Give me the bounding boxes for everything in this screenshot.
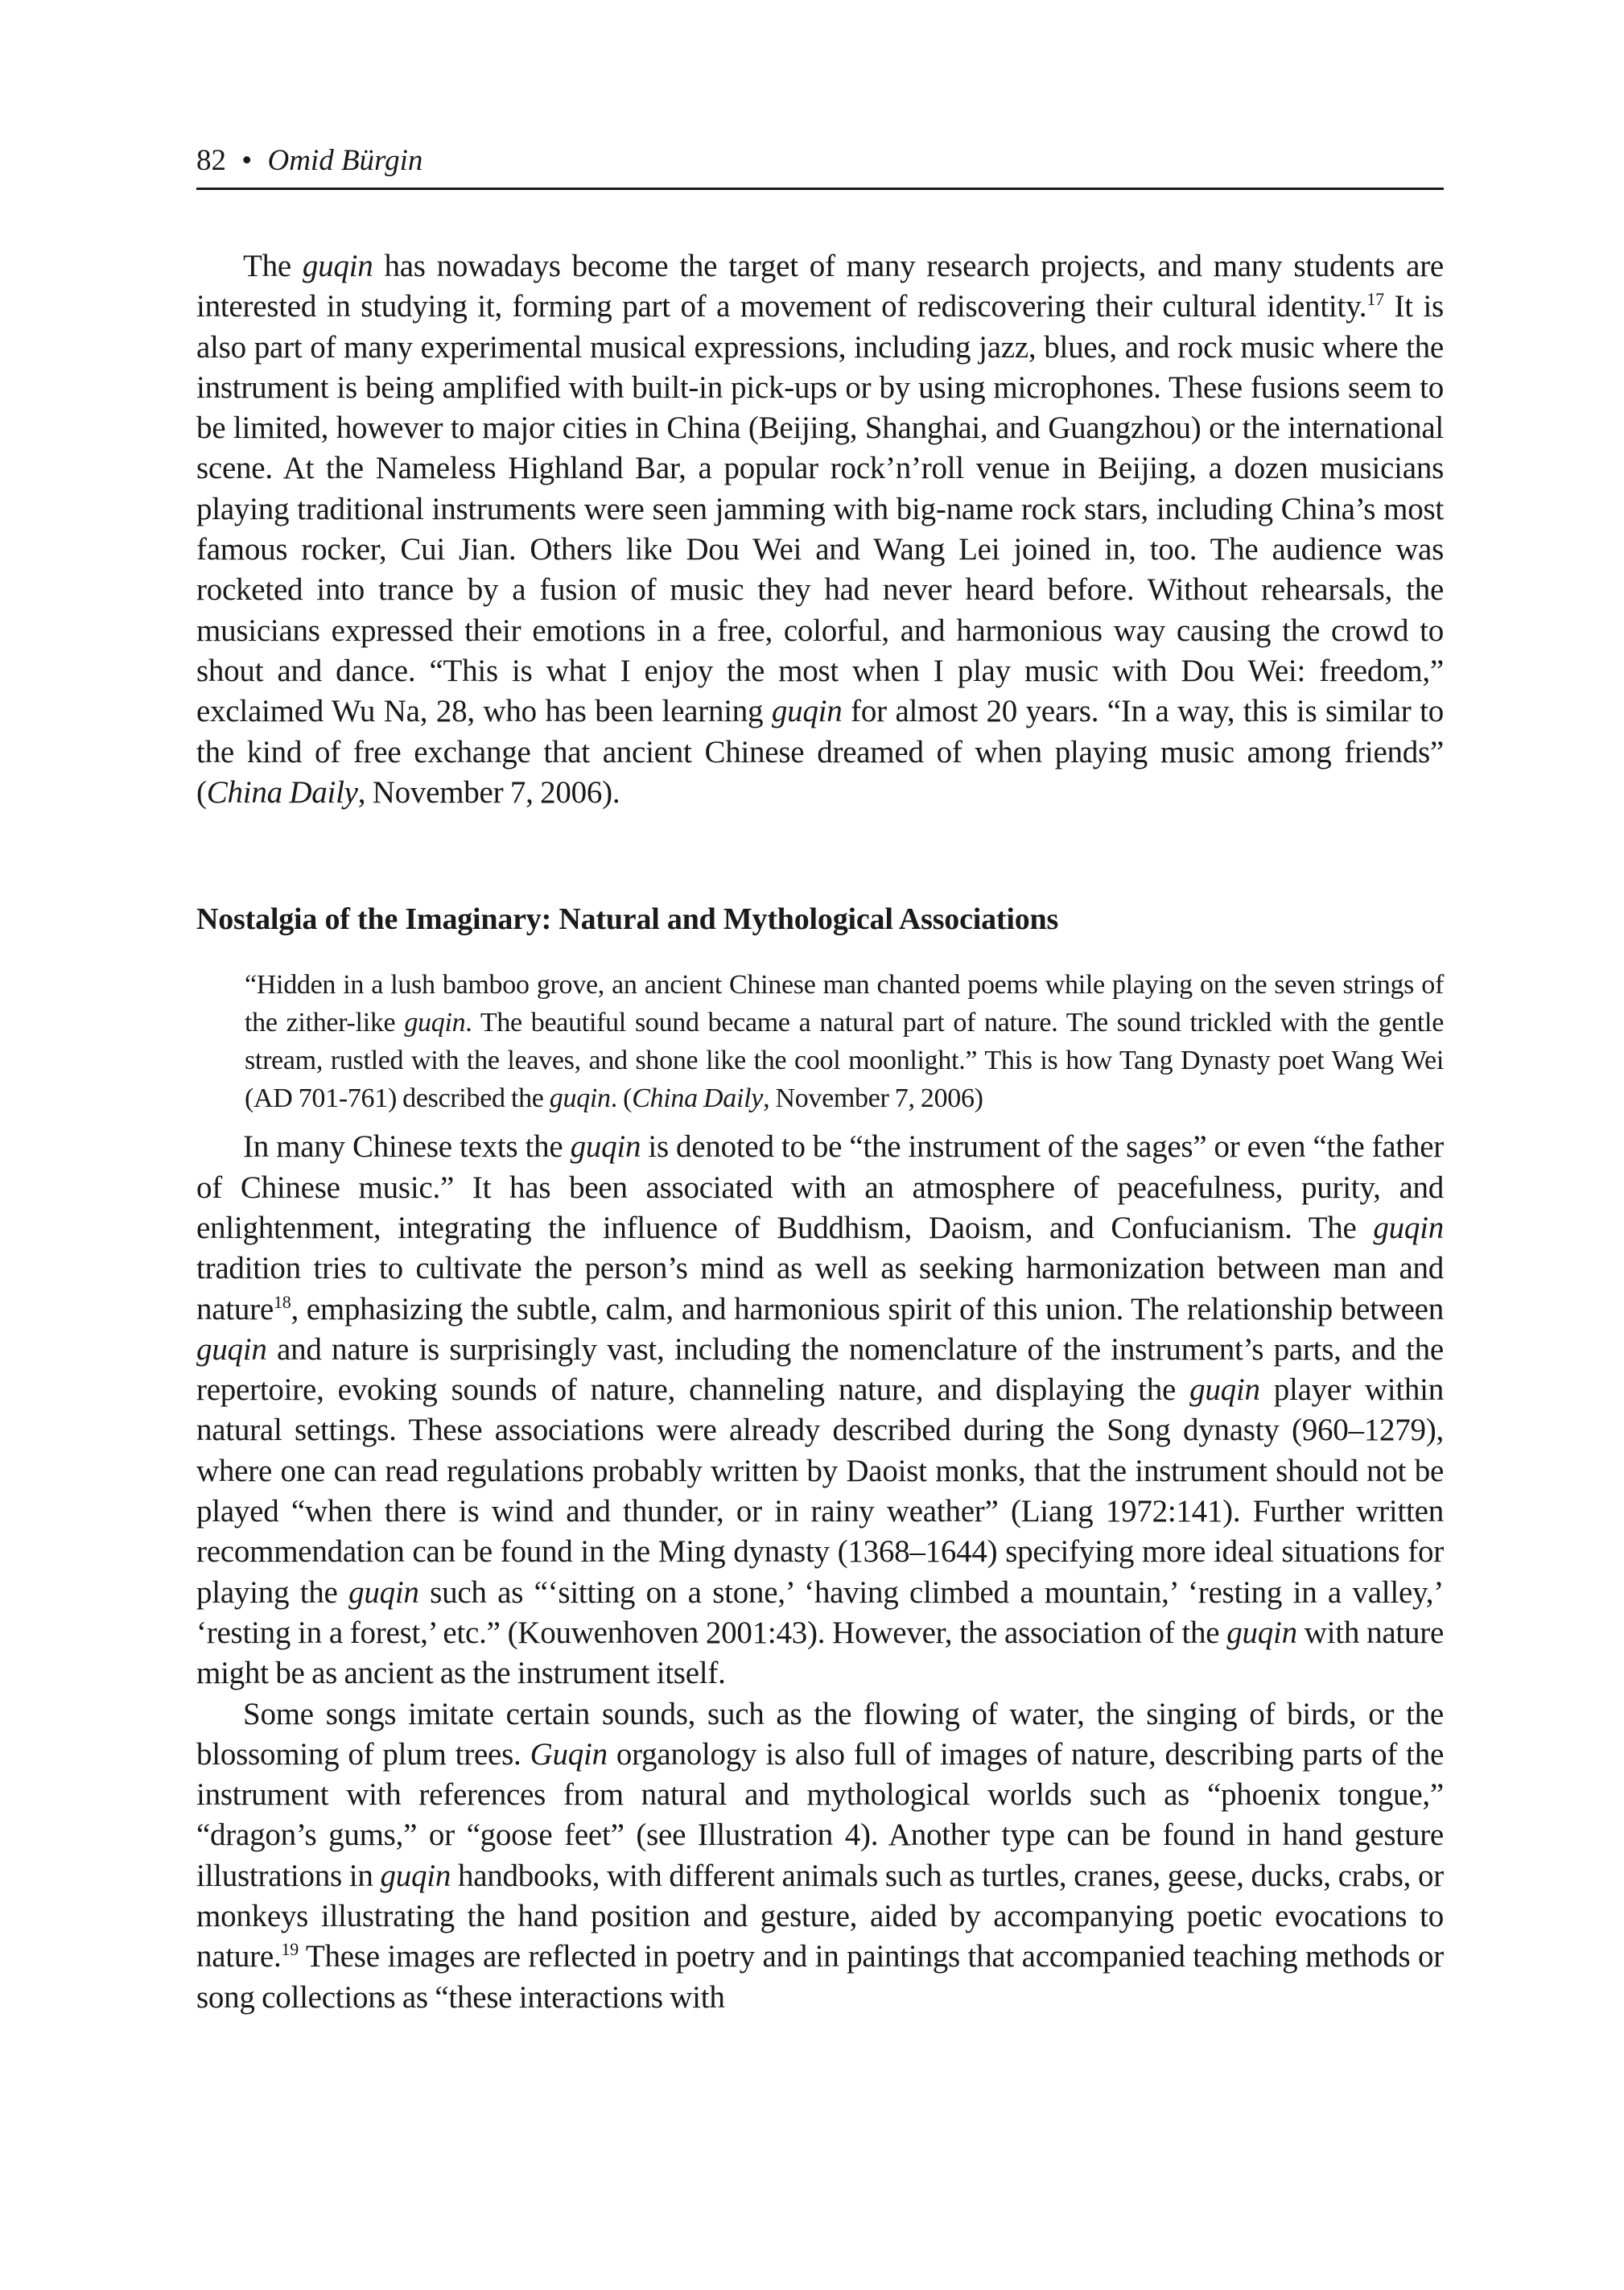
text-run: is denoted to be “the instrument of the sages” or even “the father of Chinese music.” It has been associated with an atmosphere of peacefulness, purity, and enlightenment, integrating the influence of Buddhism, Daoism, and Confucianism. The <box>196 1129 1444 1245</box>
text-run: and nature is surprisingly vast, including the nomenclature of the instrument’s parts, and the repertoire, evoking sounds of nature, channeling nature, and displaying the <box>196 1331 1444 1408</box>
italic-term: guqin <box>348 1574 419 1610</box>
text-run: It is also part of many experimental musical expressions, including jazz, blues, and rock music where the instrument is being amplified with built-in pick-ups or by using microphones. These fusions seem to be limited, however to major cities in China (Beijing, Shanghai, and Guangzhou) or the international scene. At the Nameless Highland Bar, a popular rock’n’roll venue in Beijing, a dozen musicians playing traditional instruments were seen jamming with big-name rock stars, including China’s most famous rocker, Cui Jian. Others like Dou Wei and Wang Lei joined in, too. The audience was rocketed into trance by a fusion of music they had never heard before. Without rehearsals, the musicians expressed their emotions in a free, colorful, and harmonious way causing the crowd to shout and dance. “This is what I enjoy the most when I play music with Dou Wei: freedom,” exclaimed Wu Na, 28, who has been learning <box>196 289 1444 729</box>
block-quote <box>245 967 1444 1117</box>
running-header <box>196 142 1442 180</box>
footnote-marker: 17 <box>1366 289 1384 310</box>
italic-term: guqin <box>380 1858 451 1893</box>
text-run: player within natural settings. These associations were already described during the Song dynasty (960–1279), where one can read regulations probably written by Daoist monks, that the instrument should not be played “when there is wind and thunder, or in rainy weather” (Liang 1972:141). Further written recommendation can be found in the Ming dynasty (1368–1644) specifying more ideal situations for playing the <box>196 1372 1444 1610</box>
italic-term: guqin <box>404 1007 466 1038</box>
text-run: “Hidden in a lush bamboo grove, an ancient Chinese man chanted poems while playing on the seven strings of the zither-like <box>245 970 1444 1038</box>
text-run: These images are reflected in poetry and in paintings that accompanied teaching methods or song collections as “these interactions with <box>196 1939 1444 2015</box>
italic-term: guqin <box>771 694 843 729</box>
text-run: , emphasizing the subtle, calm, and harmonious spirit of this union. The relationship between <box>291 1291 1444 1327</box>
italic-term: guqin <box>570 1129 641 1165</box>
paragraph-3 <box>196 1694 1444 2018</box>
running-head-author: Omid Bürgin <box>267 144 423 177</box>
page-number: 82 <box>196 144 226 177</box>
footnote-marker: 19 <box>281 1939 299 1960</box>
text-run: organology is also full of images of nature, describing parts of the instrument with references from natural and mythological worlds such as “phoenix tongue,” “dragon’s gums,” or “goose feet” (see Illustration 4). Another type can be found in hand gesture illustrations in <box>196 1736 1444 1893</box>
italic-term: Guqin <box>530 1736 608 1772</box>
italic-citation: China Daily <box>632 1083 764 1113</box>
italic-term: guqin <box>302 249 373 283</box>
paragraph-2 <box>196 1127 1444 1694</box>
text-run: with nature might be as ancient as the instrument itself. <box>196 1615 1445 1691</box>
text-run: Some songs imitate certain sounds, such as the flowing of water, the singing of birds, or the blossoming of plum trees. <box>196 1696 1444 1772</box>
text-run: The <box>243 249 303 283</box>
text-run: , November 7, 2006). <box>357 774 620 810</box>
text-run: such as “‘sitting on a stone,’ ‘having climbed a mountain,’ ‘resting in a valley,’ ‘resting in a forest,’ etc.” (Kouwenhoven 2001:43). However, the association of the <box>196 1574 1444 1650</box>
header-separator: • <box>241 144 253 177</box>
section-heading: Nostalgia of the Imaginary: Natural and Mythological Associations <box>196 902 1059 937</box>
text-run: tradition tries to cultivate the person’s mind as well as seeking harmonization between man and nature <box>196 1251 1444 1327</box>
italic-citation: China Daily <box>206 774 358 810</box>
text-run: . ( <box>610 1083 633 1113</box>
text-run: , November 7, 2006) <box>763 1083 983 1113</box>
italic-term: guqin <box>196 1331 267 1367</box>
text-run: . The beautiful sound became a natural part of nature. The sound trickled with the gentle stream, rustled with the leaves, and shone like the cool moonlight.” This is how Tang Dynasty poet Wang Wei (AD 701-761) described the <box>245 1007 1444 1113</box>
italic-term: guqin <box>1189 1372 1260 1408</box>
footnote-marker: 18 <box>273 1291 291 1312</box>
italic-term: guqin <box>549 1083 611 1113</box>
italic-term: guqin <box>1373 1210 1444 1245</box>
text-run: for almost 20 years. “In a way, this is similar to the kind of free exchange that ancient Chinese dreamed of when playing music among friends” ( <box>196 694 1444 810</box>
text-run: has nowadays become the target of many research projects, and many students are interested in studying it, forming part of a movement of rediscovering their cultural identity. <box>196 249 1444 324</box>
page-body <box>196 246 1444 2018</box>
paragraph-1 <box>196 246 1444 813</box>
text-run: handbooks, with different animals such as turtles, cranes, geese, ducks, crabs, or monkeys illustrating the hand position and gesture, aided by accompanying poetic evocations to nature. <box>196 1858 1445 1974</box>
italic-term: guqin <box>1226 1615 1297 1650</box>
text-run: In many Chinese texts the <box>243 1129 571 1165</box>
header-rule <box>196 188 1444 190</box>
